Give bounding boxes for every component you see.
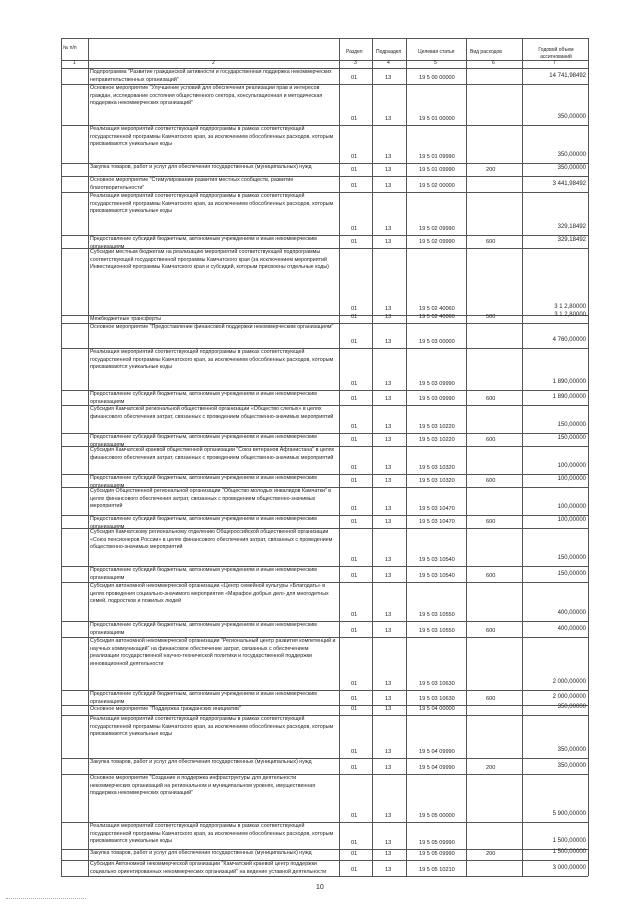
- row-target: 19 5 05 09990: [419, 840, 455, 846]
- row-amount: 100,00000: [557, 476, 586, 482]
- column-number: 6: [492, 60, 495, 66]
- row-name: Субсидия автономной некоммерческой организации "Региональный центр развития компетенций и научных коммуникаций" на финансовое обеспечение затрат, связанных с обеспечением реализации государственной научно-технической политики и государственной поддержки инновационной деятельности: [90, 638, 336, 668]
- row-podrazdel: 13: [385, 167, 392, 173]
- row-name: Субсидия Камчатскому региональному отделению Общероссийской общественной организации «Союз пенсионеров России» в целях финансового обеспечения затрат, связанных с проведением общественно-значимых мероприятий: [90, 529, 333, 551]
- row-amount: 150,00000: [557, 555, 586, 561]
- row-amount: 100,00000: [557, 504, 586, 510]
- row-vid: 600: [486, 696, 496, 702]
- row-amount: 400,00000: [557, 610, 586, 616]
- row-name: Закупка товаров, работ и услуг для обеспечения государственных (муниципальных) нужд: [90, 759, 312, 765]
- row-amount: 3 441,98492: [552, 181, 586, 187]
- row-target: 19 5 02 40060: [419, 306, 455, 312]
- row-amount: 150,00000: [557, 571, 586, 577]
- header-amount: Годовой объем ассигнований: [538, 47, 574, 60]
- row-amount: 329,18492: [557, 224, 586, 230]
- row-podrazdel: 13: [385, 696, 392, 702]
- row-razdel: 01: [351, 612, 358, 618]
- page-number: 10: [316, 884, 324, 891]
- row-amount: 100,00000: [557, 463, 586, 469]
- row-razdel: 01: [351, 696, 358, 702]
- row-name: Предоставление субсидий бюджетным, автономным учреждениям и иным некоммерческим организациям: [90, 567, 317, 581]
- row-vid: 600: [486, 396, 496, 402]
- row-name: Субсидия автономной некоммерческой организации «Центр семейной культуры «Благодать» в целях проведения социально-значимого мероприятия «Марафон добрых дел» для многодетных семей, подростков и пожилых людей: [90, 583, 329, 605]
- row-razdel: 01: [351, 506, 358, 512]
- row-name: Основное мероприятие "Стимулирование развития местных сообществ, развитие благотворительности": [90, 177, 294, 191]
- row-podrazdel: 13: [385, 183, 392, 189]
- row-amount: 350,00000: [557, 747, 586, 753]
- row-name: Предоставление субсидий бюджетным, автономным учреждениям и иным некоммерческим организациям: [90, 434, 317, 448]
- row-amount: 400,00000: [557, 626, 586, 632]
- row-podrazdel: 13: [385, 478, 392, 484]
- row-podrazdel: 13: [385, 465, 392, 471]
- row-podrazdel: 13: [385, 437, 392, 443]
- row-name: Реализация мероприятий соответствующей подпрограммы в рамках соответствующей государственной программы Камчатского края, за исключением обособленных расходов, которым присваиваются уникальные коды: [90, 823, 334, 845]
- row-target: 19 5 03 10550: [419, 612, 455, 618]
- column-number: 3: [354, 60, 357, 66]
- row-target: 19 5 03 10540: [419, 557, 455, 563]
- row-podrazdel: 13: [385, 749, 392, 755]
- row-name: Основное мероприятие "Улучшение условий для обеспечения реализации прав и интересов граждан, исследование состояния общественного сектора, консультационная и методическая поддержка некоммерческих организаций": [90, 85, 323, 107]
- row-podrazdel: 13: [385, 519, 392, 525]
- row-name: Реализация мероприятий соответствующей подпрограммы в рамках соответствующей государственной программы Камчатского края, за исключением обособленных расходов, которым присваиваются уникальные коды: [90, 349, 334, 371]
- row-podrazdel: 13: [385, 867, 392, 873]
- row-amount: 1 890,00000: [552, 394, 586, 400]
- row-razdel: 01: [351, 628, 358, 634]
- row-amount: 350,00000: [557, 152, 586, 158]
- row-amount: 3 1 2,80000: [554, 304, 586, 310]
- row-podrazdel: 13: [385, 424, 392, 430]
- row-vid: 600: [486, 628, 496, 634]
- row-target: 19 5 03 10540: [419, 573, 455, 579]
- row-target: 19 5 03 09990: [419, 396, 455, 402]
- row-target: 19 5 02 00000: [419, 183, 455, 189]
- row-razdel: 01: [351, 116, 358, 122]
- row-razdel: 01: [351, 465, 358, 471]
- row-podrazdel: 13: [385, 765, 392, 771]
- row-razdel: 01: [351, 851, 358, 857]
- row-target: 19 5 03 10320: [419, 465, 455, 471]
- header-target: Целевая статья: [418, 49, 455, 55]
- row-amount: 1 500,00000: [552, 838, 586, 844]
- row-target: 19 5 03 09990: [419, 381, 455, 387]
- row-amount: 329,18492: [557, 237, 586, 243]
- row-name: Субсидия Автономной некоммерческой организации "Камчатский краевой центр поддержки социально ориентированных некоммерческих организаций" на ведение уставной деятельности: [90, 861, 327, 875]
- row-razdel: 01: [351, 381, 358, 387]
- row-podrazdel: 13: [385, 339, 392, 345]
- row-podrazdel: 13: [385, 681, 392, 687]
- row-razdel: 01: [351, 706, 358, 712]
- table-right-border: [588, 38, 589, 876]
- row-target: 19 5 02 09990: [419, 226, 455, 232]
- row-razdel: 01: [351, 306, 358, 312]
- row-razdel: 01: [351, 437, 358, 443]
- row-podrazdel: 13: [385, 506, 392, 512]
- row-podrazdel: 13: [385, 154, 392, 160]
- row-amount: 350,00000: [557, 763, 586, 769]
- row-razdel: 01: [351, 154, 358, 160]
- row-name: Предоставление субсидий бюджетным, автономным учреждениям и иным некоммерческим организациям: [90, 475, 317, 489]
- header-vid: Вид расходов: [470, 49, 502, 55]
- row-amount: 1 500,00000: [552, 849, 586, 855]
- row-name: Реализация мероприятий соответствующей подпрограммы в рамках соответствующей государственной программы Камчатского края, за исключением обособленных расходов, которым присваиваются уникальные коды: [90, 193, 334, 215]
- row-name: Предоставление субсидий бюджетным, автономным учреждениям и иным некоммерческим организациям: [90, 391, 317, 405]
- row-podrazdel: 13: [385, 75, 392, 81]
- header-divider: [61, 60, 588, 61]
- row-podrazdel: 13: [385, 813, 392, 819]
- row-razdel: 01: [351, 239, 358, 245]
- row-podrazdel: 13: [385, 396, 392, 402]
- row-razdel: 01: [351, 557, 358, 563]
- row-amount: 4 760,00000: [552, 337, 586, 343]
- row-podrazdel: 13: [385, 314, 392, 320]
- row-razdel: 01: [351, 183, 358, 189]
- row-podrazdel: 13: [385, 557, 392, 563]
- row-vid: 500: [486, 314, 496, 320]
- row-razdel: 01: [351, 396, 358, 402]
- row-vid: 600: [486, 478, 496, 484]
- row-target: 19 5 01 09990: [419, 154, 455, 160]
- row-amount: 5 900,00000: [552, 811, 586, 817]
- row-target: 19 5 03 10470: [419, 519, 455, 525]
- row-amount: 3 000,00000: [552, 865, 586, 871]
- row-amount: 100,00000: [557, 517, 586, 523]
- row-razdel: 01: [351, 226, 358, 232]
- row-amount: 3 1 2,80000: [554, 312, 586, 318]
- row-vid: 600: [486, 437, 496, 443]
- row-amount: 150,00000: [557, 422, 586, 428]
- row-target: 19 5 01 09990: [419, 167, 455, 173]
- row-amount: 150,00000: [557, 435, 586, 441]
- row-podrazdel: 13: [385, 226, 392, 232]
- row-razdel: 01: [351, 424, 358, 430]
- header-podrazdel: Подраздел: [376, 49, 402, 55]
- row-amount: 350,00000: [557, 165, 586, 171]
- row-amount: 14 741,98492: [549, 73, 586, 79]
- column-number: 4: [387, 60, 390, 66]
- row-razdel: 01: [351, 478, 358, 484]
- row-target: 19 5 05 09990: [419, 851, 455, 857]
- row-podrazdel: 13: [385, 851, 392, 857]
- row-podrazdel: 13: [385, 306, 392, 312]
- row-name: Субсидия Камчатской краевой общественной организации "Союз ветеранов Афганистана" в целях финансового обеспечения затрат, связанных с проведением общественно-значимых мероприятий: [90, 447, 335, 461]
- row-amount: 350,00000: [557, 114, 586, 120]
- row-vid: 600: [486, 239, 496, 245]
- row-razdel: 01: [351, 519, 358, 525]
- row-vid: 200: [486, 765, 496, 771]
- row-target: 19 5 05 10210: [419, 867, 455, 873]
- row-vid: 600: [486, 573, 496, 579]
- row-amount: 2 000,00000: [552, 694, 586, 700]
- row-vid: 200: [486, 851, 496, 857]
- row-razdel: 01: [351, 167, 358, 173]
- row-razdel: 01: [351, 765, 358, 771]
- row-target: 19 5 00 00000: [419, 75, 455, 81]
- row-name: Реализация мероприятий соответствующей подпрограммы в рамках соответствующей государственной программы Камчатского края, за исключением обособленных расходов, которым присваиваются уникальные коды: [90, 716, 334, 738]
- row-amount: 350,00000: [557, 704, 586, 710]
- row-target: 19 5 03 10320: [419, 478, 455, 484]
- row-name: Предоставление субсидий бюджетным, автономным учреждениям и иным некоммерческим организациям: [90, 236, 317, 250]
- row-target: 19 5 04 09990: [419, 749, 455, 755]
- row-target: 19 5 01 00000: [419, 116, 455, 122]
- row-name: Закупка товаров, работ и услуг для обеспечения государственных (муниципальных) нужд: [90, 850, 312, 856]
- row-name: Предоставление субсидий бюджетным, автономным учреждениям и иным некоммерческим организациям: [90, 516, 317, 530]
- row-target: 19 5 03 10470: [419, 506, 455, 512]
- table-top-border: [61, 38, 588, 39]
- row-amount: 2 000,00000: [552, 679, 586, 685]
- column-number: 5: [434, 60, 437, 66]
- row-podrazdel: 13: [385, 381, 392, 387]
- column-number: 1: [73, 60, 76, 66]
- row-podrazdel: 13: [385, 239, 392, 245]
- row-target: 19 5 03 10220: [419, 424, 455, 430]
- row-podrazdel: 13: [385, 628, 392, 634]
- header-razdel: Раздел: [346, 49, 363, 55]
- column-number: 7: [553, 60, 556, 66]
- row-razdel: 01: [351, 867, 358, 873]
- row-razdel: 01: [351, 573, 358, 579]
- row-name: Основное мероприятие "Предоставление финансовой поддержки некоммерческим организациям": [90, 324, 334, 330]
- row-target: 19 5 03 00000: [419, 339, 455, 345]
- row-vid: 600: [486, 519, 496, 525]
- row-podrazdel: 13: [385, 706, 392, 712]
- row-name: Закупка товаров, работ и услуг для обеспечения государственных (муниципальных) нужд: [90, 164, 312, 170]
- row-podrazdel: 13: [385, 573, 392, 579]
- row-podrazdel: 13: [385, 612, 392, 618]
- row-name: Субсидии местным бюджетам на реализацию мероприятий соответствующей подпрограммы соответствующей государственной программы Камчатского края (за исключением мероприятий Инвестиционной программы Камчатского края и субсидий, которым присвоены отдельные коды): [90, 249, 329, 271]
- row-name: Субсидия Общественной региональной организации "Общество молодых инвалидов Камчатки" в целях финансового обеспечения затрат, связанных с проведением общественно-значимых мероприятий: [90, 488, 332, 510]
- row-target: 19 5 03 10220: [419, 437, 455, 443]
- row-razdel: 01: [351, 314, 358, 320]
- row-target: 19 5 05 00000: [419, 813, 455, 819]
- row-name: Подпрограмма "Развитие гражданской активности и государственная поддержка некоммерческих неправительственных организаций": [90, 69, 332, 83]
- row-razdel: 01: [351, 681, 358, 687]
- row-target: 19 5 03 10630: [419, 681, 455, 687]
- header-num: № п/п: [63, 45, 77, 51]
- row-target: 19 5 04 00000: [419, 706, 455, 712]
- row-vid: 200: [486, 167, 496, 173]
- row-razdel: 01: [351, 75, 358, 81]
- row-target: 19 5 03 10630: [419, 696, 455, 702]
- row-podrazdel: 13: [385, 840, 392, 846]
- row-amount: 1 890,00000: [552, 379, 586, 385]
- column-number: 2: [212, 60, 215, 66]
- row-razdel: 01: [351, 339, 358, 345]
- row-name: Реализация мероприятий соответствующей подпрограммы в рамках соответствующей государственной программы Камчатского края, за исключением обособленных расходов, которым присваиваются уникальные коды: [90, 126, 334, 148]
- scan-artifact: [6, 898, 86, 899]
- row-podrazdel: 13: [385, 116, 392, 122]
- row-name: Межбюджетные трансферты: [90, 316, 162, 322]
- row-name: Основное мероприятие "Поддержка гражданских инициатив": [90, 706, 241, 712]
- row-target: 19 5 02 40060: [419, 314, 455, 320]
- row-target: 19 5 02 09990: [419, 239, 455, 245]
- row-name: Субсидия Камчатской региональной общественной организации «Общество слепых» в целях финансового обеспечения затрат, связанных с проведением общественно-значимых мероприятий: [90, 406, 334, 420]
- row-razdel: 01: [351, 813, 358, 819]
- row-name: Основное мероприятие "Создание и поддержка инфраструктуры для деятельности некоммерческих организаций на региональном и муниципальном уровнях, имущественная поддержка некоммерческих организаций": [90, 775, 316, 797]
- row-name: Предоставление субсидий бюджетным, автономным учреждениям и иным некоммерческим организациям: [90, 622, 317, 636]
- row-target: 19 5 03 10550: [419, 628, 455, 634]
- row-name: Предоставление субсидий бюджетным, автономным учреждениям и иным некоммерческим организациям: [90, 691, 317, 705]
- row-target: 19 5 04 09990: [419, 765, 455, 771]
- row-razdel: 01: [351, 840, 358, 846]
- row-razdel: 01: [351, 749, 358, 755]
